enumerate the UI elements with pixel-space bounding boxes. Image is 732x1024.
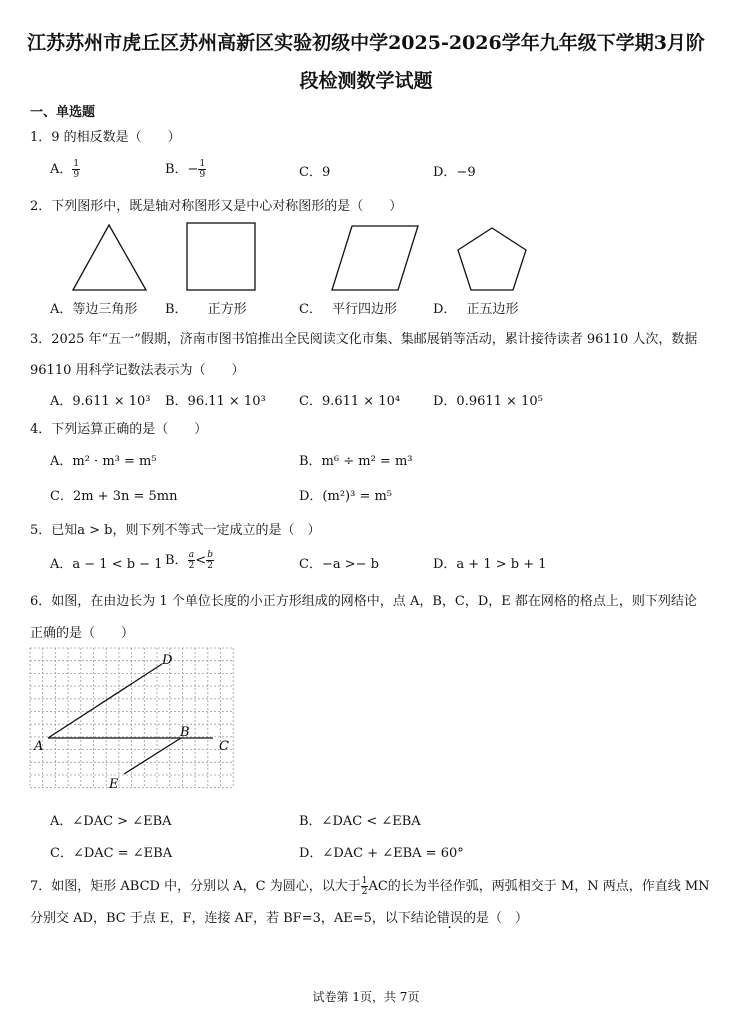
q5-b-less-than: < — [195, 553, 207, 568]
q3-option-d: D．0.9611 × 10⁵ — [433, 394, 543, 409]
segment-AD — [48, 664, 162, 738]
q6-stem-line1: 6．如图，在由边长为 1 个单位长度的小正方形组成的网格中，点 A，B，C，D，E 都在网格的格点上，则下列结论 — [30, 594, 697, 609]
q4-option-d: D．(m²)³ = m⁵ — [299, 489, 393, 504]
point-label-D: D — [162, 653, 173, 668]
q2-option-a — [50, 298, 137, 317]
q5-b-fraction-right — [206, 550, 214, 571]
q2-option-b — [165, 298, 247, 317]
q5-b-den-left: 2 — [188, 561, 195, 571]
point-label-B: B — [180, 725, 190, 740]
q6-option-b: B．∠DAC < ∠EBA — [299, 814, 421, 829]
q1-option-b-label: B．− — [165, 162, 199, 177]
page-title-line1: 江苏苏州市虎丘区苏州高新区实验初级中学2025-2026学年九年级下学期3月阶 — [27, 32, 705, 54]
q1-b-num: 1 — [199, 159, 206, 169]
equilateral-triangle-shape — [73, 225, 146, 290]
q5-option-c: C．−a >− b — [299, 557, 379, 572]
q5-option-b — [165, 549, 214, 571]
q1-option-d: D．−9 — [433, 165, 476, 180]
q2-option-c-caption: 平行四边形 — [331, 302, 397, 317]
q6-stem-line2: 正确的是（ ） — [30, 626, 135, 641]
q1-a-den: 9 — [73, 170, 80, 180]
point-label-A: A — [34, 739, 44, 754]
q6-option-d: D．∠DAC + ∠EBA = 60° — [299, 846, 464, 861]
q7-emphasis-wrong: 错误 — [436, 911, 463, 926]
q1-option-c: C．9 — [299, 165, 331, 180]
q2-shapes — [60, 218, 560, 296]
dotted-grid — [30, 648, 233, 788]
q3-option-c: C．9.611 × 10⁴ — [299, 394, 401, 409]
q2-option-b-label: B． — [165, 302, 188, 317]
q1-option-a — [50, 158, 80, 180]
page-footer: 试卷第 1页，共 7页 — [312, 990, 420, 1004]
page-title-line2: 段检测数学试题 — [299, 70, 433, 92]
q2-option-d-caption: 正五边形 — [466, 302, 519, 317]
q2-option-d-label: D． — [433, 302, 457, 317]
q2-option-d — [433, 298, 518, 317]
q2-option-c-label: C． — [299, 302, 322, 317]
point-label-C: C — [219, 739, 229, 754]
q2-stem: 2．下列图形中，既是轴对称图形又是中心对称图形的是（ ） — [30, 199, 403, 214]
q1-b-den: 9 — [199, 170, 206, 180]
q2-option-b-caption: 正方形 — [207, 302, 247, 317]
q5-b-den-right: 2 — [207, 561, 213, 571]
q3-option-a: A．9.611 × 10³ — [50, 394, 151, 409]
q5-option-d: D．a + 1 > b + 1 — [433, 557, 547, 572]
q7-stem1-pre: 7．如图，矩形 ABCD 中，分别以 A，C 为圆心，以大于 — [30, 879, 361, 894]
q6-option-c: C．∠DAC = ∠EBA — [50, 846, 173, 861]
q7-stem2-post: 的是（ ） — [462, 911, 528, 926]
q7-half-num: 1 — [361, 876, 368, 886]
q5-stem: 5．已知a > b，则下列不等式一定成立的是（ ） — [30, 523, 321, 538]
q4-option-c: C．2m + 3n = 5mn — [50, 489, 178, 504]
q2-option-a-label: A． — [50, 302, 73, 317]
q6-option-a: A．∠DAC > ∠EBA — [50, 814, 172, 829]
q2-option-c — [299, 298, 397, 317]
q1-option-a-fraction — [72, 159, 80, 180]
q6-grid-figure — [28, 646, 243, 796]
square-shape — [187, 223, 255, 290]
point-label-E: E — [109, 777, 119, 792]
q1-stem: 1．9 的相反数是（ ） — [30, 130, 181, 145]
q2-option-a-caption: 等边三角形 — [72, 302, 138, 317]
parallelogram-shape — [332, 226, 418, 290]
q7-stem-line1 — [30, 875, 710, 897]
q7-stem-line2 — [30, 907, 528, 926]
q1-a-num: 1 — [73, 159, 80, 169]
q3-stem-line2: 96110 用科学记数法表示为（ ） — [30, 363, 245, 378]
q5-option-b-label: B． — [165, 553, 188, 568]
q5-b-num-right: b — [207, 550, 213, 560]
q4-stem: 4．下列运算正确的是（ ） — [30, 422, 208, 437]
q1-option-b-fraction — [198, 159, 206, 180]
section-heading: 一、单选题 — [30, 105, 96, 120]
q5-b-num-left: a — [188, 550, 195, 560]
q7-stem1-post: AC的长为半径作弧，两弧相交于 M，N 两点，作直线 MN — [368, 879, 710, 894]
q3-stem-line1: 3．2025 年“五一”假期，济南市图书馆推出全民阅读文化市集、集邮展销等活动，累计接待读者 96110 人次，数据 — [30, 332, 698, 347]
q7-stem2-pre: 分别交 AD，BC 于点 E，F，连接 AF，若 BF=3，AE=5，以下结论 — [30, 911, 437, 926]
q7-half-den: 2 — [361, 887, 368, 897]
q5-option-a: A．a − 1 < b − 1 — [50, 557, 163, 572]
q4-option-a: A．m² · m³ = m⁵ — [50, 454, 157, 469]
q1-option-b — [165, 158, 206, 180]
q1-option-a-label: A． — [50, 162, 73, 177]
q4-option-b: B．m⁶ ÷ m² = m³ — [299, 454, 413, 469]
regular-pentagon-shape — [458, 228, 526, 290]
segment-EB — [124, 738, 181, 774]
q3-option-b: B．96.11 × 10³ — [165, 394, 266, 409]
